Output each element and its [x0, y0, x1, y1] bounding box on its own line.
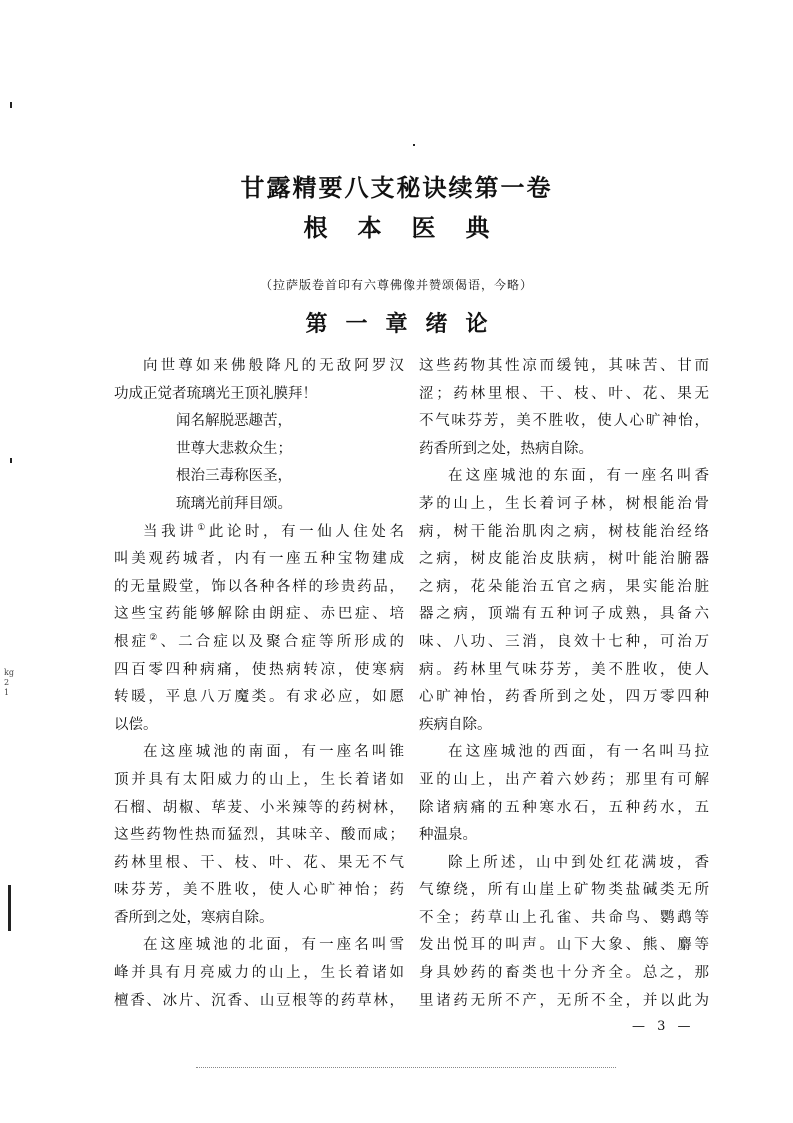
text-span: 此论时，有一仙人住处名	[208, 523, 405, 540]
paragraph-line: 心旷神怡，药香所到之处，四万零四种	[419, 689, 709, 706]
paragraph-line: 除上所述，山中到处红花满坡，香	[448, 854, 709, 871]
paragraph-line: 顶并具有太阳威力的山上，生长着诸如	[114, 771, 404, 788]
scan-mark	[10, 458, 12, 463]
paragraph-line: 亚的山上，出产着六妙药；那里有可解	[419, 771, 709, 788]
paragraph-line: 不气味芬芳，美不胜收，使人心旷神怡，	[419, 413, 709, 430]
paragraph-line: 不全；药草山上孔雀、共命鸟、鹦鹉等	[419, 909, 709, 926]
paragraph-line: 峰并具有月亮威力的山上，生长着诸如	[114, 965, 404, 982]
page-number: — 3 —	[632, 1019, 695, 1034]
paragraph-line: 在这座城池的东面，有一座名叫香	[448, 468, 709, 485]
left-column	[114, 353, 404, 1015]
paragraph-line: 之病，花朵能治五官之病，果实能治脏	[419, 578, 709, 595]
verse-line: 闻名解脱恶趣苦，	[176, 413, 292, 430]
footnote-marker: ①	[197, 522, 209, 533]
paragraph-line: 器之病，顶端有五种诃子成熟，具备六	[419, 606, 709, 623]
binding-margin-text: kg21	[4, 668, 14, 697]
paragraph-line: 转暖，平息八万魔类。有求必应，如愿	[114, 689, 404, 706]
paragraph-line: 石榴、胡椒、荜茇、小米辣等的药树林，	[114, 799, 404, 816]
footnote-marker: ②	[149, 633, 161, 644]
paragraph-line: 功成正觉者琉璃光王顶礼膜拜！	[114, 385, 317, 402]
paragraph-line: 药香所到之处，热病自除。	[419, 440, 593, 457]
verse	[114, 408, 404, 518]
paragraph-line: 气缭绕，所有山崖上矿物类盐碱类无所	[419, 882, 709, 899]
verse-line: 琉璃光前拜目颂。	[176, 495, 292, 512]
paragraph-line: 药林里根、干、枝、叶、花、果无不气	[114, 854, 404, 871]
paragraph-line: 在这座城池的南面，有一座名叫锥	[143, 744, 404, 761]
paragraph-line: 香所到之处，寒病自除。	[114, 909, 274, 926]
paragraph-line: 涩；药林里根、干、枝、叶、花、果无	[419, 385, 709, 402]
verse-line: 根治三毒称医圣，	[176, 468, 292, 485]
paragraph-line: 向世尊如来佛般降凡的无敌阿罗汉	[143, 358, 404, 374]
paragraph-line: 种温泉。	[419, 827, 477, 844]
text-span: 当我讲	[143, 523, 198, 540]
paragraph-line: 味、八功、三消，良效十七种，可治万	[419, 633, 709, 650]
paragraph-line	[114, 519, 404, 547]
text-span: 根症	[114, 633, 150, 650]
right-column	[419, 353, 709, 1015]
paragraph-line: 在这座城池的北面，有一座名叫雪	[143, 937, 404, 954]
paragraph-line	[114, 629, 404, 657]
paragraph-line: 发出悦耳的叫声。山下大象、熊、麝等	[419, 937, 709, 954]
paragraph-line: 叫美观药城者，内有一座五种宝物建成	[114, 551, 404, 568]
verse-line: 世尊大悲救众生；	[176, 440, 292, 457]
paragraph-line: 这些宝药能够解除由朗症、赤巴症、培	[114, 606, 404, 623]
paragraph-line: 味芬芳，美不胜收，使人心旷神怡；药	[114, 882, 404, 899]
paragraph-line: 以偿。	[114, 716, 158, 733]
paragraph-line: 之病，树皮能治皮肤病，树叶能治腑器	[419, 551, 709, 568]
paragraph-line: 里诸药无所不产，无所不全，并以此为	[419, 992, 709, 1009]
paragraph-line: 病，树干能治肌肉之病，树枝能治经络	[419, 523, 709, 540]
scan-mark	[10, 102, 12, 108]
paragraph-line: 除诸病痛的五种寒水石，五种药水，五	[419, 799, 709, 816]
paragraph-line: 身具妙药的畜类也十分齐全。总之，那	[419, 965, 709, 982]
paragraph-line: 这些药物其性凉而缓钝，其味苦、甘而	[419, 358, 709, 374]
paragraph-line: 这些药物性热而猛烈，其味辛、酸而咸；	[114, 827, 404, 844]
paragraph-line: 檀香、冰片、沉香、山豆根等的药草林，	[114, 992, 404, 1009]
paragraph-line: 在这座城池的西面，有一名叫马拉	[448, 744, 709, 761]
chapter-title: 第一章绪论	[305, 311, 506, 337]
bottom-divider	[196, 1067, 616, 1068]
scan-mark	[8, 885, 11, 931]
text-span: 、二合症以及聚合症等所形成的	[160, 633, 405, 650]
paragraph-line: 病。药林里气味芬芳，美不胜收，使人	[419, 661, 709, 678]
paragraph-line: 的无量殿堂，饰以各种各样的珍贵药品，	[114, 578, 404, 595]
paragraph-line: 疾病自除。	[419, 716, 492, 733]
paragraph-line: 四百零四种病痛，使热病转凉，使寒病	[114, 661, 404, 678]
book-title: 甘露精要八支秘诀续第一卷	[240, 174, 553, 202]
paragraph-line: 茅的山上，生长着诃子林，树根能治骨	[419, 495, 709, 512]
editorial-note: （拉萨版卷首印有六尊佛像并赞颂偈语，今略）	[259, 278, 533, 292]
book-subtitle: 根本医典	[303, 214, 520, 242]
scan-mark	[413, 144, 415, 146]
